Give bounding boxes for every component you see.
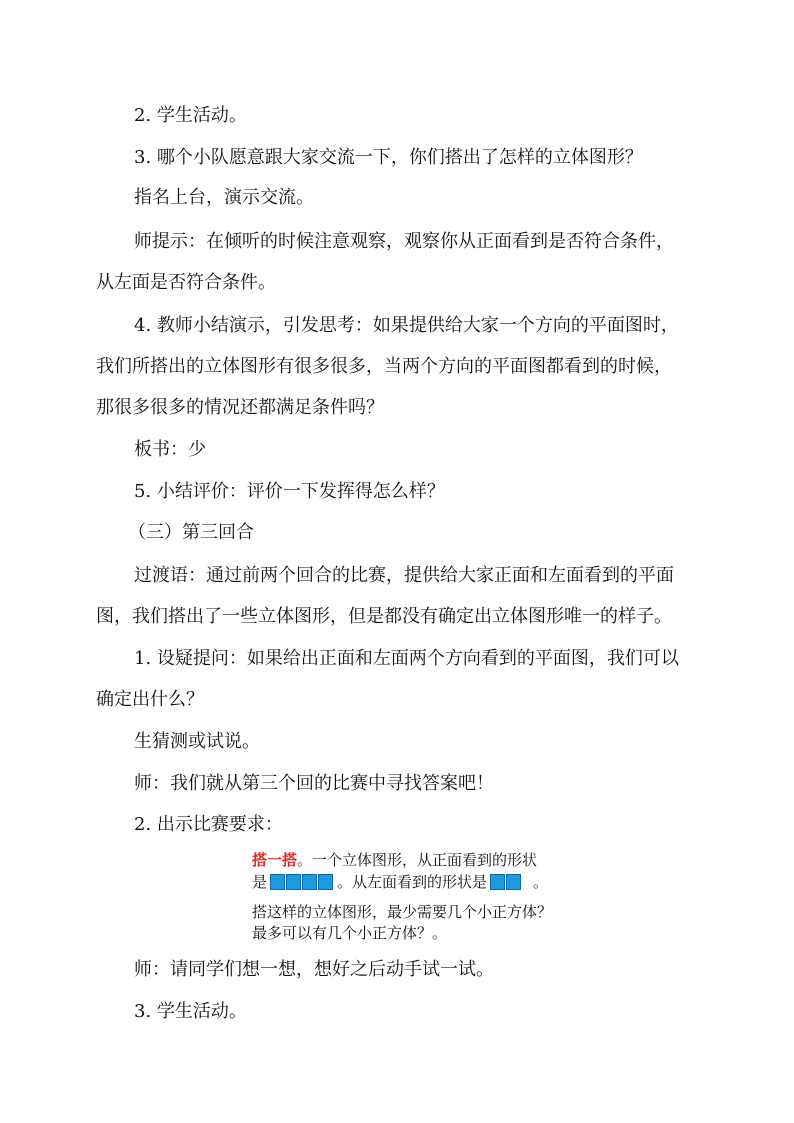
figure-line-4: 最多可以有几个小正方体？。 — [252, 924, 448, 942]
text-line: 师提示：在倾听的时候注意观察，观察你从正面看到是否符合条件， — [134, 231, 674, 252]
front-view-squares — [270, 874, 334, 890]
square-block — [302, 874, 317, 890]
competition-figure — [252, 848, 592, 948]
figure-line-2 — [252, 872, 548, 892]
figure-line-1 — [252, 850, 537, 870]
square-block — [490, 874, 505, 890]
text-line: 5. 小结评价：评价一下发挥得怎么样？ — [134, 481, 445, 502]
text-line: 3. 哪个小队愿意跟大家交流一下，你们搭出了怎样的立体图形？ — [134, 147, 643, 168]
text-line: 从左面是否符合条件。 — [96, 272, 276, 293]
text-line: 生猜测或试说。 — [134, 731, 260, 752]
figure-title: 搭一搭 — [252, 851, 298, 869]
text-line: 图，我们搭出了一些立体图形，但是都没有确定出立体图形唯一的样子。 — [96, 606, 672, 627]
text-line: 师：我们就从第三个回的比赛中寻找答案吧！ — [134, 773, 494, 794]
figure-line-3: 搭这样的立体图形，最少需要几个小正方体？ — [252, 903, 553, 921]
text-line: 板书：少 — [134, 439, 206, 460]
text-line: 2. 出示比赛要求： — [134, 814, 283, 835]
text-line: 确定出什么？ — [96, 689, 204, 710]
section-heading: （三）第三回合 — [128, 522, 254, 543]
text-line: 师：请同学们想一想，想好之后动手试一试。 — [134, 959, 494, 980]
figure-text: 是 — [252, 873, 268, 891]
figure-text: 。一个立体图形，从正面看到的形状 — [297, 851, 538, 869]
left-view-squares — [490, 874, 522, 890]
text-line: 那很多很多的情况还都满足条件吗？ — [96, 397, 384, 418]
text-line: 我们所搭出的立体图形有很多很多，当两个方向的平面图都看到的时候， — [96, 356, 672, 377]
text-line: 4. 教师小结演示，引发思考：如果提供给大家一个方向的平面图时， — [134, 315, 679, 336]
text-line: 指名上台，演示交流。 — [134, 187, 314, 208]
square-block — [506, 874, 521, 890]
text-line: 3. 学生活动。 — [134, 1001, 247, 1022]
figure-text: 。 — [533, 873, 549, 891]
square-block — [270, 874, 285, 890]
text-line: 2. 学生活动。 — [134, 105, 247, 126]
square-block — [318, 874, 333, 890]
figure-text: 。从左面看到的形状是 — [337, 873, 488, 891]
text-line: 1. 设疑提问：如果给出正面和左面两个方向看到的平面图，我们可以 — [134, 648, 679, 669]
text-line: 过渡语：通过前两个回合的比赛，提供给大家正面和左面看到的平面 — [134, 565, 674, 586]
square-block — [286, 874, 301, 890]
